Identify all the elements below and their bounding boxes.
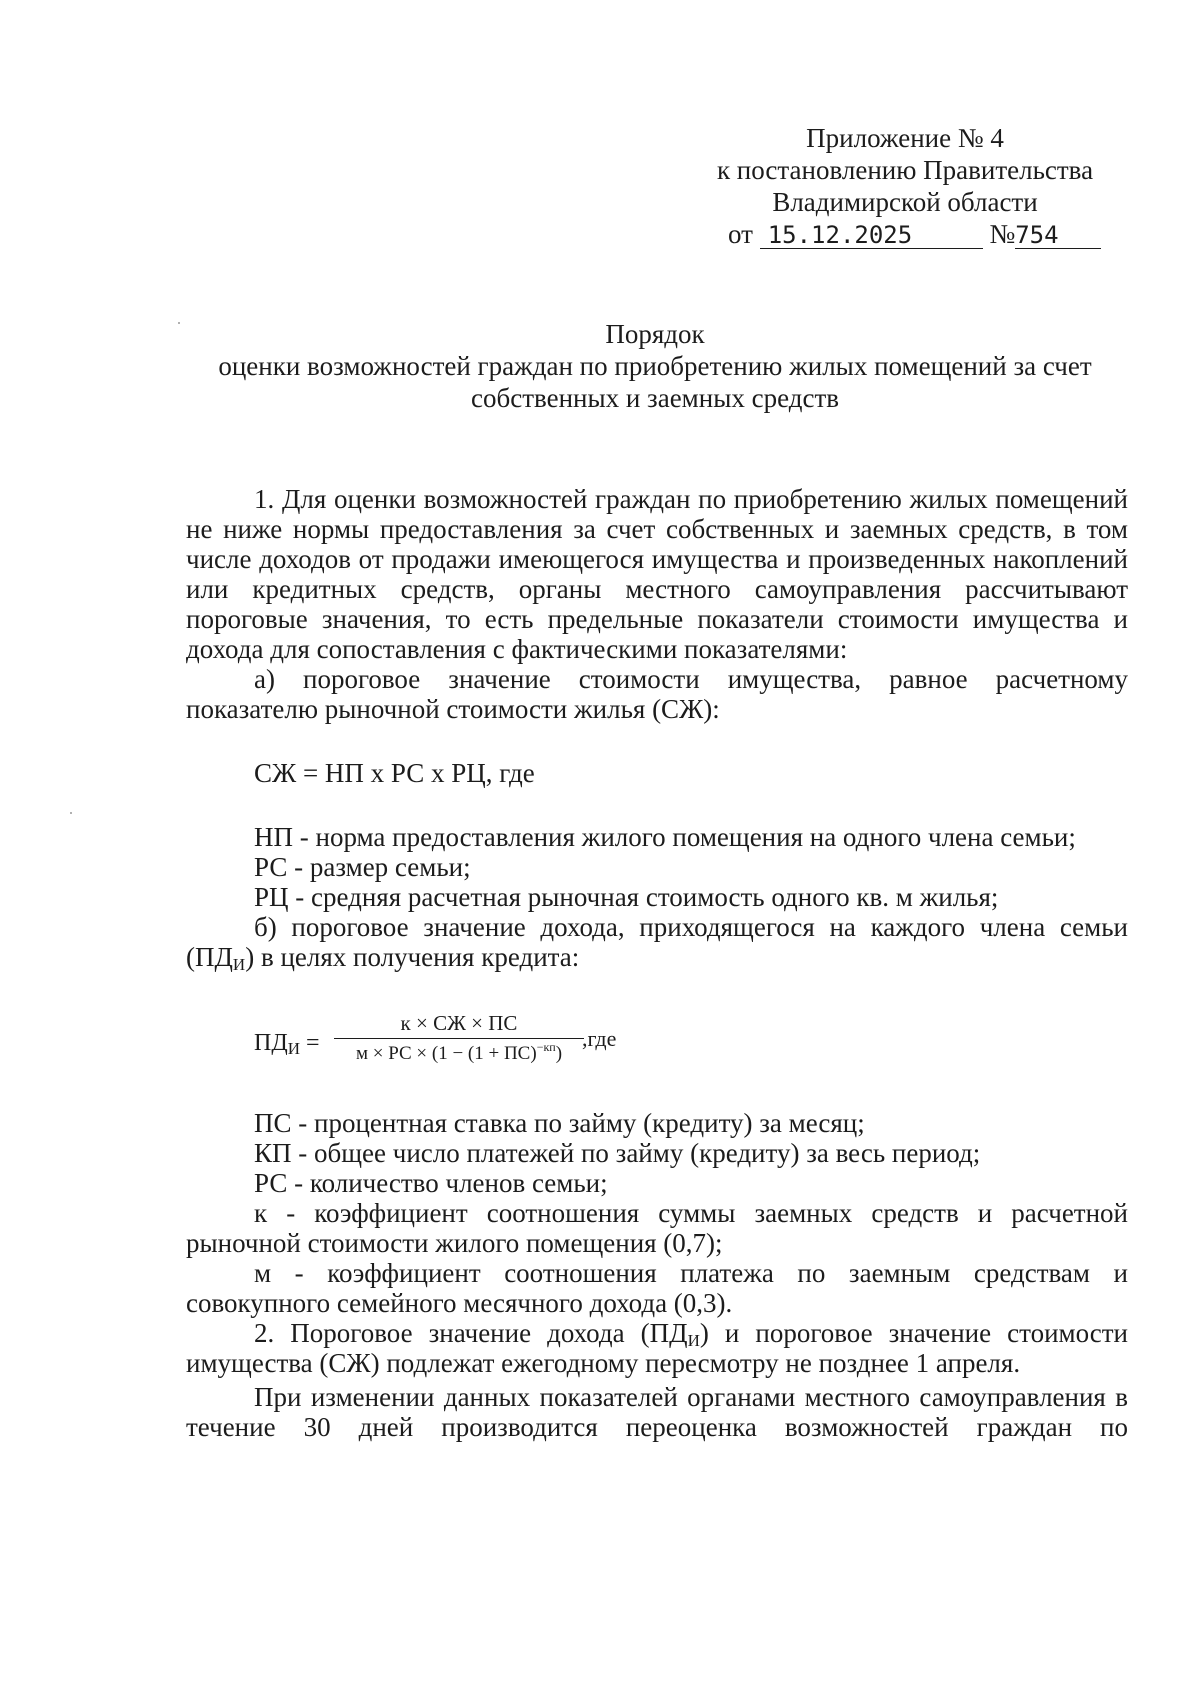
title-line-3: собственных и заемных средств — [470, 383, 839, 413]
definition-rs: РС - размер семьи; — [254, 852, 471, 882]
definition-m: м - коэффициент соотношения платежа по заемным средствам и совокупного семейного месячного дохода (0,3). — [186, 1258, 1128, 1318]
resolution-number: 754 — [1015, 222, 1101, 249]
appendix-region: Владимирской области — [772, 187, 1038, 217]
appendix-date-line — [690, 218, 1120, 250]
formula-tail: ,где — [582, 1026, 617, 1051]
paragraph-2: 2. Пороговое значение дохода $(ПД_И)$ и пороговое значение стоимости имущества (СЖ) подлежат ежегодному пересмотру не позднее 1 апреля. — [186, 1318, 1129, 1378]
formula-lhs: $ПД_И$ = — [254, 1030, 320, 1058]
definition-rs-2: РС - количество членов семьи; — [254, 1168, 608, 1198]
definition-k: к - коэффициент соотношения суммы заемных средств и расчетной рыночной стоимости жилого помещения (0,7); — [186, 1198, 1128, 1258]
paragraph-1b-tail: в целях получения кредита: — [260, 942, 580, 972]
formula-fraction — [334, 1010, 584, 1067]
date-prefix: от — [728, 219, 753, 249]
paragraph-1: 1. Для оценки возможностей граждан по приобретению жилых помещений не ниже нормы предоставления за счет собственных и заемных средств, в том числе доходов от продажи имеющегося имущества и произведенных накоплений или кредитных средств, органы местного самоуправления рассчитывают пороговые значения, то есть предельные показатели стоимости имущества и дохода для сопоставления с фактическими показателями: — [186, 484, 1128, 664]
formula-market-value: СЖ = НП х РС х РЦ, где — [254, 758, 535, 788]
appendix-header — [690, 122, 1120, 250]
paragraph-3: При изменении данных показателей органами местного самоуправления в течение 30 дней производится переоценка возможностей граждан по — [186, 1382, 1128, 1442]
definition-ps: ПС - процентная ставка по займу (кредиту) за месяц; — [254, 1108, 865, 1138]
definition-rc: РЦ - средняя расчетная рыночная стоимость одного кв. м жилья; — [254, 882, 999, 912]
paragraph-1b-text: б) пороговое значение дохода, приходящегося на каждого члена семьи — [254, 912, 1128, 942]
formula-income-threshold — [186, 1004, 1128, 1076]
scan-speck — [70, 812, 72, 814]
document-body — [186, 484, 1128, 1442]
scan-speck — [178, 322, 180, 324]
appendix-number: Приложение № 4 — [806, 123, 1004, 153]
pd-symbol: $(ПД_И)$ — [640, 1318, 709, 1350]
resolution-date: 15.12.2025 — [760, 222, 983, 249]
definition-np: НП - норма предоставления жилого помещения на одного члена семьи; — [254, 822, 1076, 852]
paragraph-1a: а) пороговое значение стоимости имущества, равное расчетному показателю рыночной стоимости жилья (СЖ): — [186, 664, 1128, 724]
document-title — [185, 318, 1125, 414]
number-prefix: № — [989, 219, 1016, 249]
title-line-1: Порядок — [605, 319, 705, 349]
appendix-reference: к постановлению Правительства — [716, 155, 1094, 185]
definition-kp: КП - общее число платежей по займу (кредиту) за весь период; — [254, 1138, 981, 1168]
formula-denominator: м × РС × (1 − (1 + ПС)$^{-кп}$) — [355, 1040, 563, 1064]
paragraph-1b — [186, 912, 1128, 972]
title-line-2: оценки возможностей граждан по приобретению жилых помещений за счет — [218, 351, 1092, 381]
formula-numerator: к × СЖ × ПС — [400, 1011, 518, 1035]
fraction-bar — [334, 1038, 584, 1039]
pd-symbol: $(ПД_И)$ — [186, 942, 255, 974]
